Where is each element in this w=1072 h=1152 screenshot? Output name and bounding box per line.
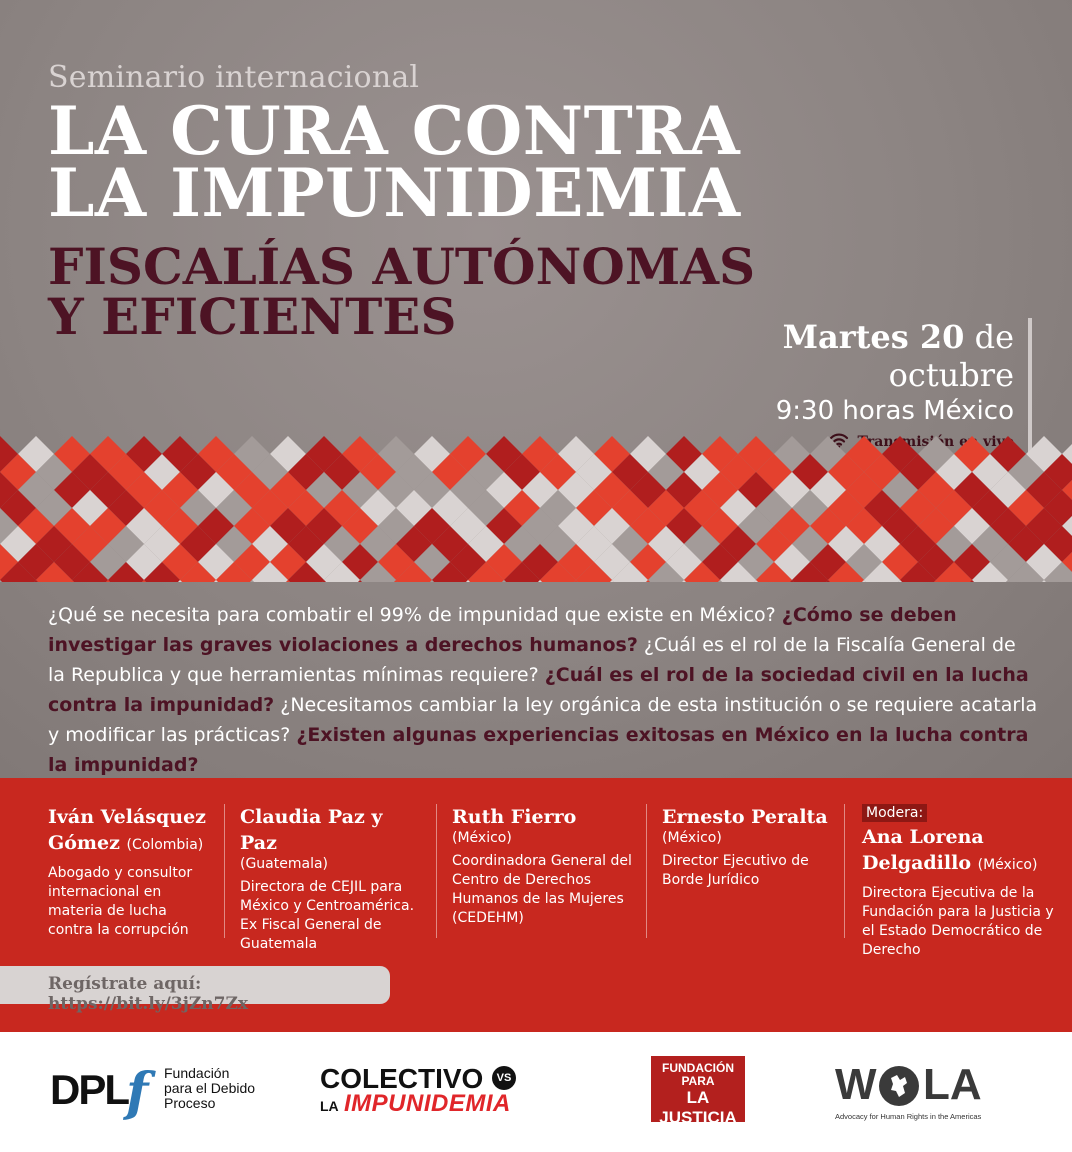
event-time: 9:30 horas México [775, 396, 1014, 426]
colectivo-logo [320, 1064, 530, 1124]
subhead-line-2: Y EFICIENTES [48, 287, 457, 346]
register-link[interactable] [0, 966, 390, 1014]
divider [844, 804, 845, 938]
question-6: ¿Existen algunas experiencias exitosas en México en la lucha contra la impunidad? [48, 724, 1029, 776]
title-line-1: LA CURA CONTRA [48, 92, 741, 170]
speaker-name-text: Ana Lorena Delgadillo [862, 826, 984, 874]
speaker-name [48, 804, 208, 858]
sponsor-logos [0, 1032, 1072, 1152]
event-subhead [48, 237, 756, 346]
vs-badge: VS [492, 1066, 516, 1090]
title-line-2: LA IMPUNIDEMIA [48, 154, 741, 232]
dplf-text-2: para el Debido [164, 1080, 256, 1096]
dplf-logo [50, 1064, 260, 1124]
speaker-description: Director Ejecutivo de Borde Jurídico [662, 853, 809, 888]
wola-w: W [835, 1060, 877, 1109]
event-datetime [652, 318, 1032, 452]
speaker-card [662, 804, 832, 890]
speaker-name [862, 824, 1058, 878]
speaker-name: Claudia Paz y Paz [240, 806, 383, 854]
dplf-text-1: Fundación [164, 1065, 230, 1081]
event-subtitle: Seminario internacional [48, 60, 420, 95]
wola-logo [835, 1062, 1015, 1124]
speaker-name: Ernesto Peralta [662, 806, 828, 828]
dplf-text [164, 1066, 255, 1111]
divider [224, 804, 225, 938]
speaker-description: Directora de CEJIL para México y Centroamérica. Ex Fiscal General de Guatemala [240, 879, 415, 952]
speaker-country: (México) [452, 830, 512, 846]
speaker-card [240, 804, 425, 954]
question-1: ¿Qué se necesita para combatir el 99% de impunidad que existe en México? [48, 604, 782, 626]
dplf-mark: DPL [50, 1066, 128, 1113]
dplf-f-mark: f [126, 1062, 149, 1123]
speaker-card [48, 804, 208, 940]
speaker-description: Abogado y consultor internacional en materia de lucha contra la corrupción [48, 865, 193, 938]
live-stream-text: vivo [983, 434, 1014, 450]
speaker-name: Ruth Fierro [452, 806, 577, 828]
wola-tagline: Advocacy for Human Rights in the Americas [835, 1112, 982, 1121]
event-date [652, 318, 1014, 394]
speaker-description: Directora Ejecutiva de la Fundación para la Justicia y el Estado Democrático de Derecho [862, 885, 1054, 958]
speaker-country: (Guatemala) [240, 856, 329, 872]
speaker-card [452, 804, 637, 928]
colectivo-impunidemia: IMPUNIDEMIA [344, 1090, 511, 1117]
divider [436, 804, 437, 938]
fjedd-line-2: LA JUSTICIA [659, 1088, 737, 1127]
speaker-country: (Colombia) [126, 837, 204, 853]
speaker-country: (México) [662, 830, 722, 846]
event-title [48, 92, 741, 232]
fjedd-line-3: Y EL ESTADO DEMOCRÁTICO DE DERECHO [662, 1129, 734, 1142]
moderator-card [862, 802, 1058, 960]
dplf-text-3: Proceso [164, 1095, 216, 1111]
fjedd-line-1: FUNDACIÓN PARA [662, 1061, 734, 1088]
question-2: ¿Cómo se deben investigar las graves violaciones a derechos humanos? [48, 604, 957, 656]
colectivo-la: LA [320, 1098, 339, 1114]
speaker-name-text: Iván Velásquez Gómez [48, 806, 206, 854]
question-5: ¿Necesitamos cambiar la ley orgánica de esta institución o se requiere acatarla y modificar las prácticas? [48, 694, 1038, 746]
question-3: ¿Cuál es el rol de la Fiscalía General de la Republica y que herramientas mínimas requiere? [48, 634, 1016, 686]
register-url[interactable]: https://bit.ly/3jZn7Zx [48, 994, 248, 1014]
colectivo-word: COLECTIVO [320, 1063, 484, 1094]
moderator-tag: Modera: [862, 804, 927, 822]
event-date-bold: Martes 20 [782, 318, 965, 356]
register-label: Regístrate aquí: [48, 974, 202, 994]
fundacion-justicia-logo [651, 1056, 745, 1142]
subhead-line-1: FISCALÍAS AUTÓNOMAS [48, 237, 756, 296]
wola-la: LA [923, 1060, 982, 1109]
speaker-country: (México) [977, 857, 1038, 873]
event-date-rest: de octubre [888, 318, 1014, 394]
speaker-description: Coordinadora General del Centro de Derechos Humanos de las Mujeres (CEDEHM) [452, 853, 632, 926]
wola-globe-icon [879, 1066, 919, 1106]
divider [646, 804, 647, 938]
question-4: ¿Cuál es el rol de la sociedad civil en la lucha contra la impunidad? [48, 664, 1029, 716]
seminar-questions [48, 600, 1038, 780]
decorative-pattern [0, 436, 1072, 582]
